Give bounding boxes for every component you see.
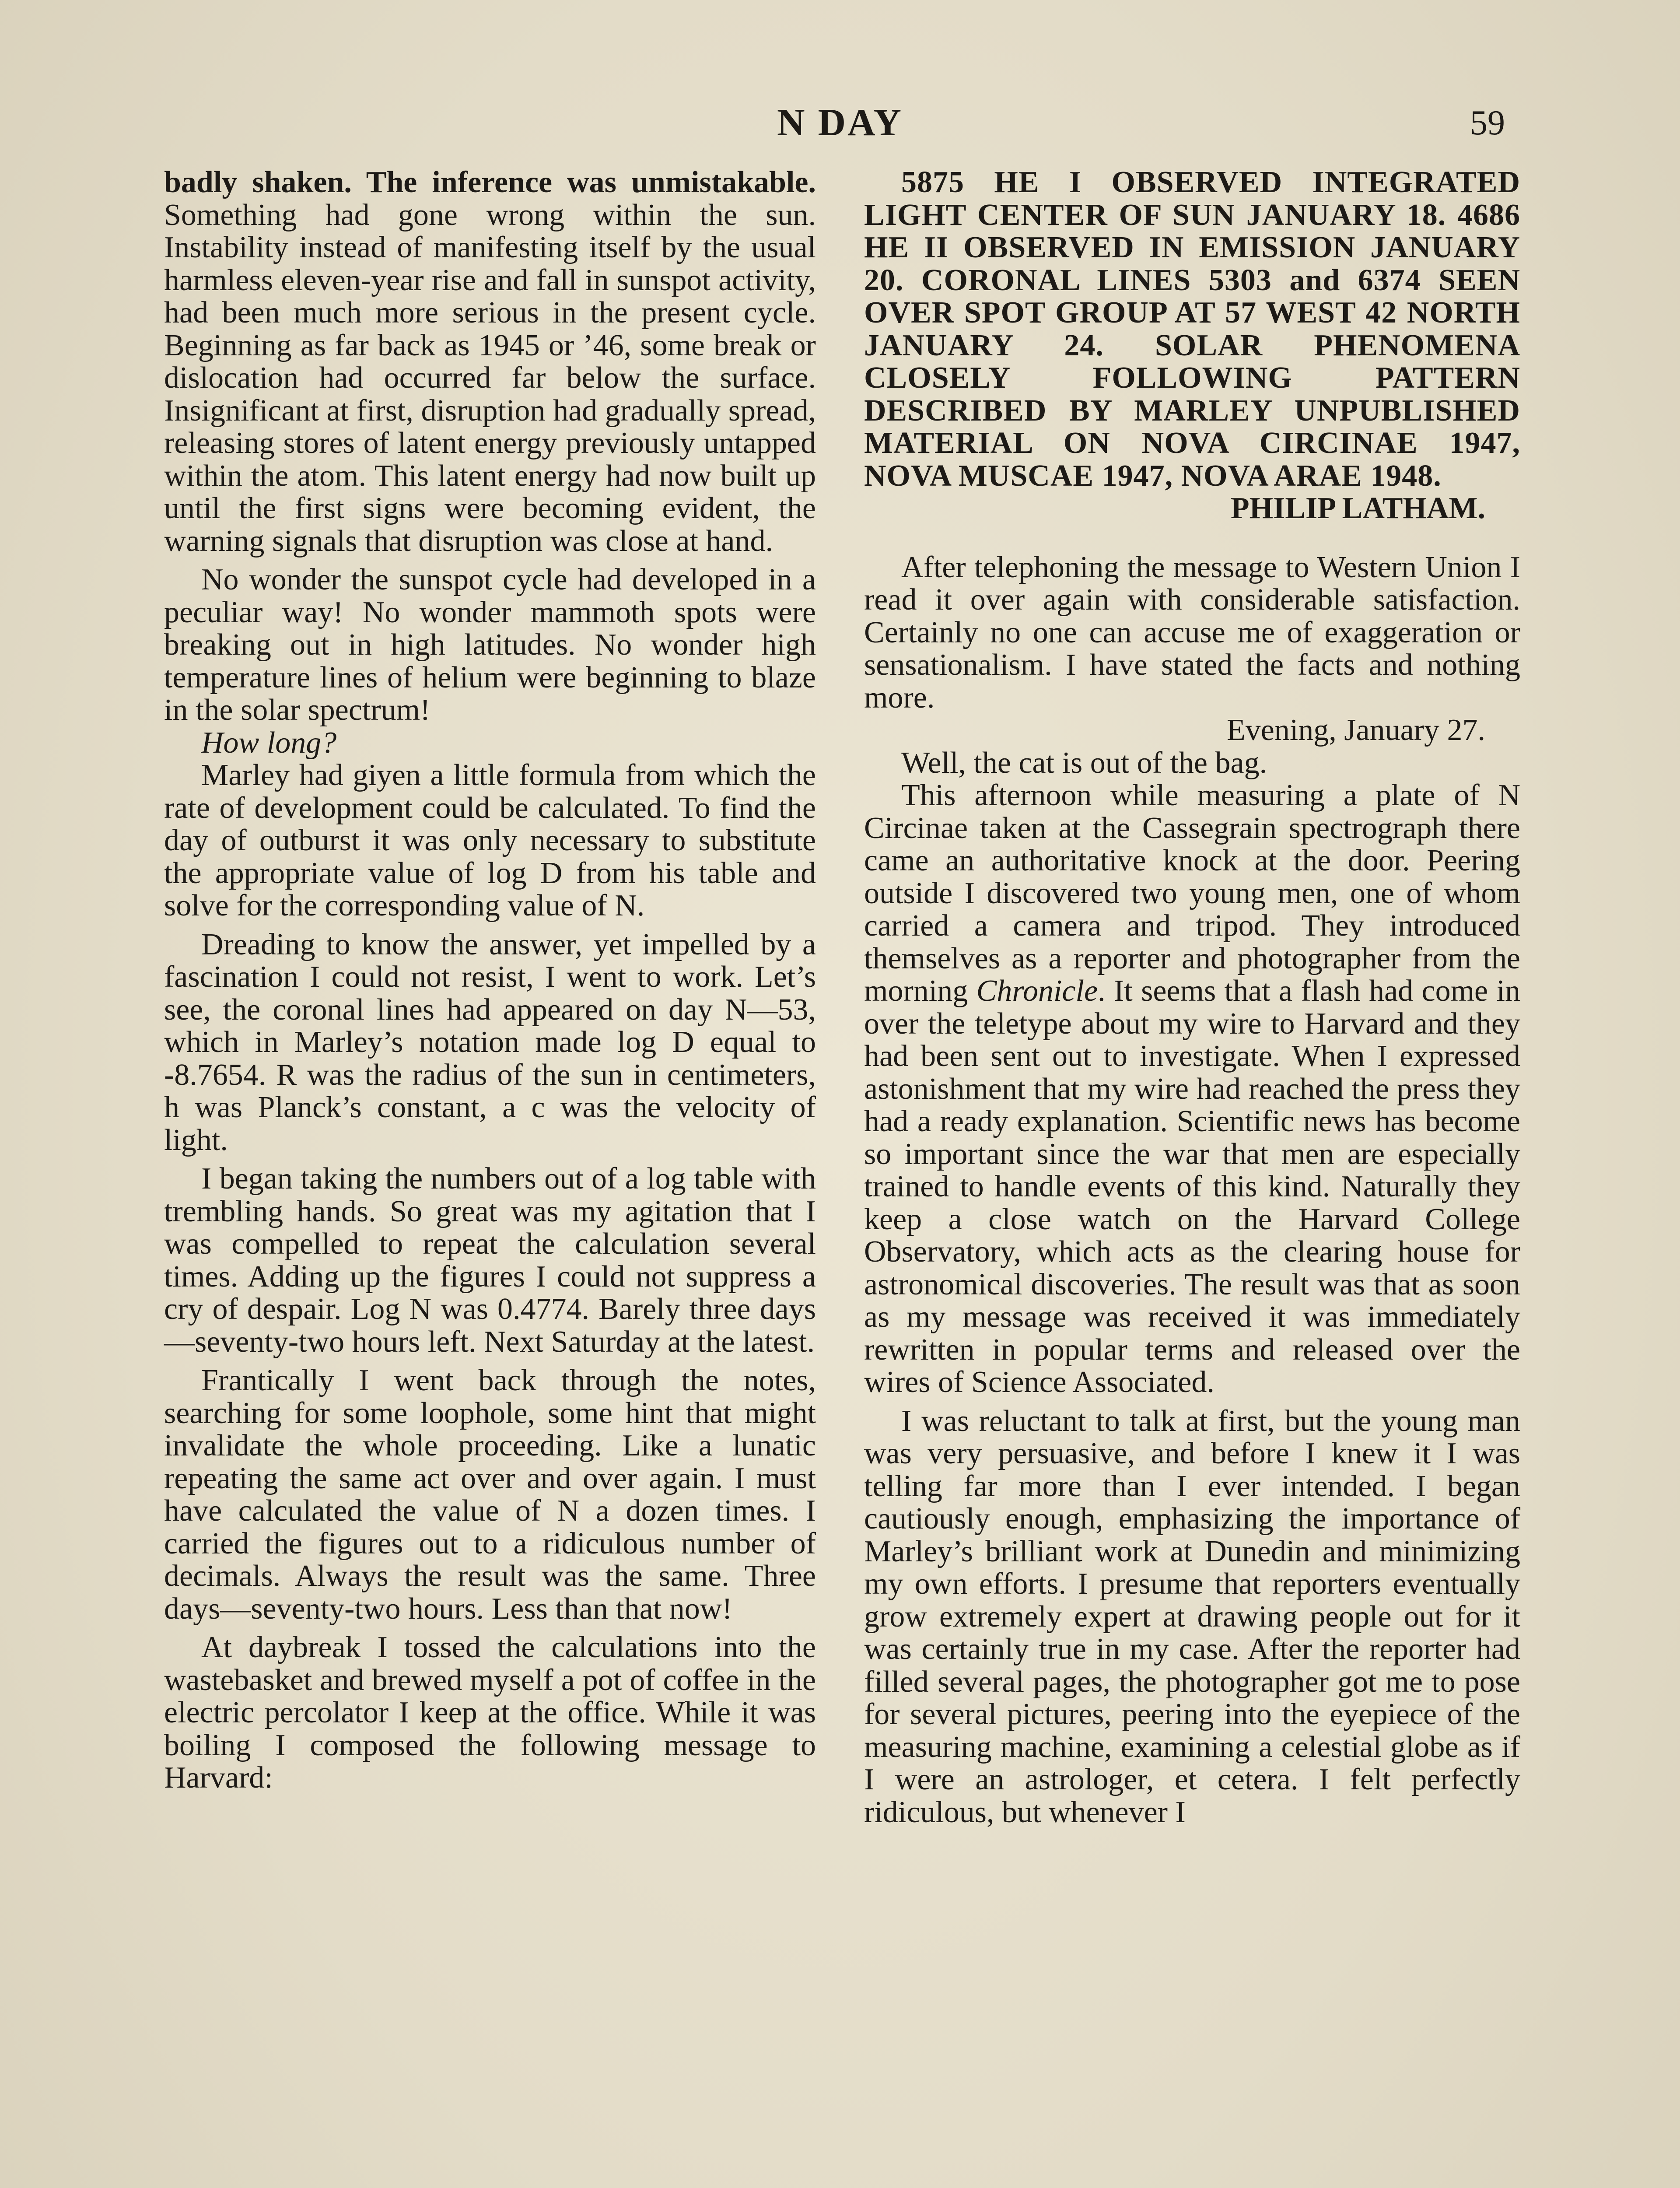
page-number: 59 [1470, 104, 1505, 142]
telegram-signature: PHILIP LATHAM. [1230, 491, 1485, 525]
paragraph [164, 166, 816, 558]
journal-dateline: Evening, January 27. [1227, 713, 1485, 747]
paragraph: No wonder the sunspot cycle had developed in a peculiar way! No wonder mammoth spots were breaking out in high latitudes. No wonder high temperature lines of helium were beginning to blaze in the solar spectrum! [164, 563, 816, 727]
right-column [864, 166, 1520, 1829]
paragraph-text: . It seems that a flash had come in over the teletype about my wire to Harvard and they had been sent out to investigate. When I expressed astonishment that my wire had reached the press they had a ready explanation. Scientific news has become so important since the war that men are especially trained to handle events of this kind. Naturally they keep a close watch on the Harvard College Observatory, which acts as the clearing house for astronomical discoveries. The result was that as soon as my message was received it was immediately rewritten in popular terms and released over the wires of Science Associated. [864, 974, 1520, 1399]
paragraph [864, 779, 1520, 1399]
paragraph: Frantically I went back through the notes, searching for some loophole, some hint that might invalidate the whole proceeding. Like a lunatic repeating the same act over and over again. I must have calculated the value of N a dozen times. I carried the figures out to a ridiculous number of decimals. Always the result was the same. Three days—seventy-two hours. Less than that now! [164, 1364, 816, 1626]
paragraph: I began taking the numbers out of a log table with trembling hands. So great was my agitation that I was compelled to repeat the calculation several times. Adding up the figures I could not suppress a cry of despair. Log N was 0.4774. Barely three days—seventy-two hours left. Next Saturday at the latest. [164, 1162, 816, 1359]
bold-lead-text: badly shaken. The inference was unmistakable. [164, 165, 816, 199]
paragraph: Marley had giyen a little formula from which the rate of development could be calculated. To find the day of outburst it was only necessary to substitute the appropriate value of log D from his table and solve for the corresponding value of N. [164, 758, 816, 922]
paragraph: Dreading to know the answer, yet impelled by a fascination I could not resist, I went to work. Let’s see, the coronal lines had appeared on day N—53, which in Marley’s notation made log D equal to -8.7654. R was the radius of the sun in centimeters, h was Planck’s constant, a c was the velocity of light. [164, 927, 816, 1157]
paragraph: At daybreak I tossed the calculations into the wastebasket and brewed myself a pot of coffee in the electric percolator I keep at the office. While it was boiling I composed the following message to Harvard: [164, 1630, 816, 1795]
running-title: N DAY [777, 102, 903, 144]
italic-question: How long? [201, 726, 337, 760]
newspaper-name: Chronicle [976, 974, 1098, 1008]
running-head [0, 99, 1680, 147]
paragraph: Well, the cat is out of the bag. [901, 746, 1267, 780]
telegram-message: 5875 HE I OBSERVED INTEGRATED LIGHT CENTER OF SUN JANUARY 18. 4686 HE II OBSERVED IN EMISSION JANUARY 20. CORONAL LINES 5303 and 6374 SEEN OVER SPOT GROUP AT 57 WEST 42 NORTH JANUARY 24. SOLAR PHENOMENA CLOSELY FOLLOWING PATTERN DESCRIBED BY MARLEY UNPUBLISHED MATERIAL ON NOVA CIRCINAE 1947, NOVA MUSCAE 1947, NOVA ARAE 1948. [864, 165, 1520, 493]
paragraph: After telephoning the message to Western Union I read it over again with considerable satisfaction. Certainly no one can accuse me of exaggeration or sensationalism. I have stated the facts and nothing more. [864, 550, 1520, 715]
paragraph: I was reluctant to talk at first, but the young man was very persuasive, and before I knew it I was telling far more than I ever intended. I began cautiously enough, emphasizing the importance of Marley’s brilliant work at Dunedin and minimizing my own efforts. I presume that reporters eventually grow extremely expert at drawing people out for it was certainly true in my case. After the reporter had filled several pages, the photographer got me to pose for several pictures, peering into the eyepiece of the measuring machine, examining a celestial globe as if I were an astrologer, et cetera. I felt perfectly ridiculous, but whenever I [864, 1404, 1520, 1829]
left-column [164, 166, 816, 1795]
paragraph-text: Something had gone wrong within the sun. Instability instead of manifesting itself by the usual harmless eleven-year rise and fall in sunspot activity, had been much more serious in the present cycle. Beginning as far back as 1945 or ’46, some break or dislocation had occurred far below the surface. Insignificant at first, disruption had gradually spread, releasing stores of latent energy previously untapped within the atom. This latent energy had now built up until the first signs were becoming evident, the warning signals that disruption was close at hand. [164, 198, 816, 558]
paragraph-text: This afternoon while measuring a plate of N Circinae taken at the Cassegrain spectrograph there came an authoritative knock at the door. Peering outside I discovered two young men, one of whom carried a camera and tripod. They introduced themselves as a reporter and photographer from the morning [864, 778, 1520, 1008]
